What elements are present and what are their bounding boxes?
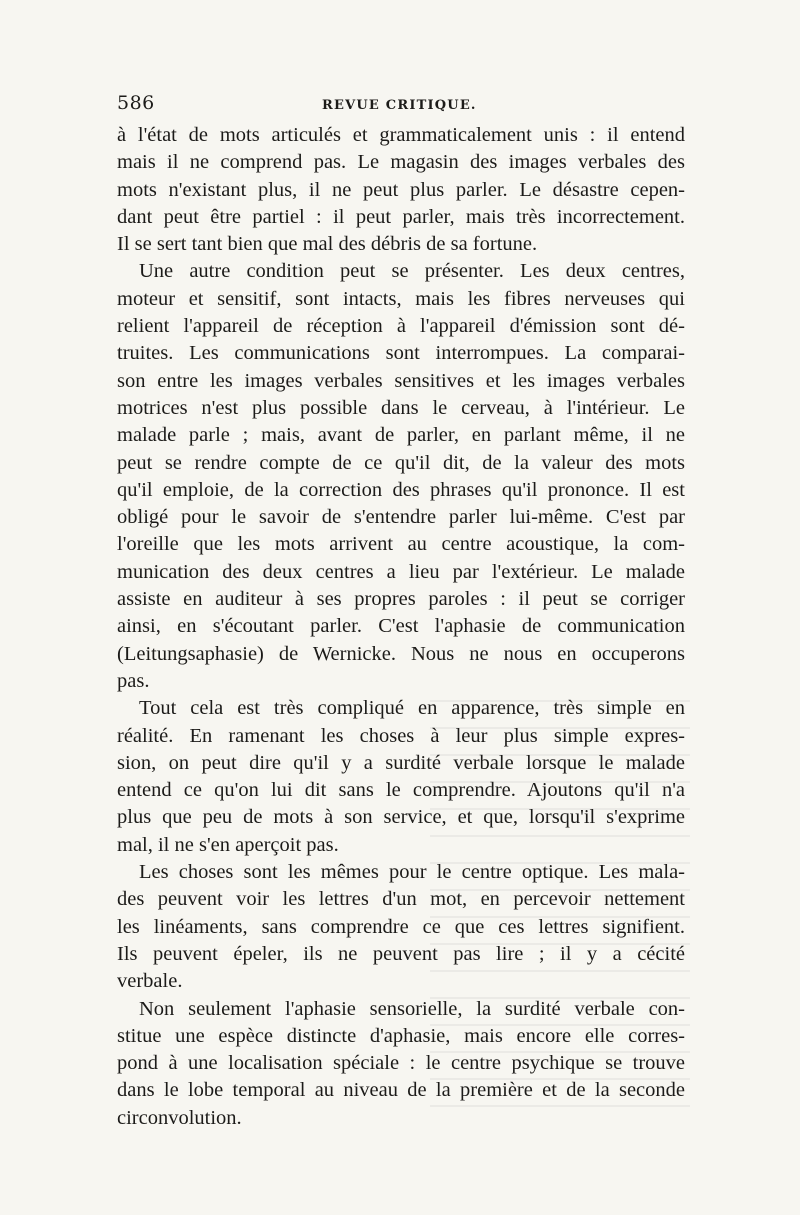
text-line: circonvolution. (117, 1106, 242, 1129)
text-line: pond à une localisation spéciale : le centre psychique se trouve (117, 1052, 685, 1075)
text-line: les linéaments, sans comprendre ce que ces lettres signifient. (117, 915, 685, 938)
text-line: plus que peu de mots à son service, et que, lorsqu'il s'exprime (117, 806, 685, 829)
text-line: des peuvent voir les lettres d'un mot, en percevoir nettement (117, 888, 685, 911)
text-line: mots n'existant plus, il ne peut plus parler. Le désastre cepen- (117, 178, 685, 201)
running-header (117, 92, 685, 122)
text-line: mal, il ne s'en aperçoit pas. (117, 833, 339, 856)
text-line: ainsi, en s'écoutant parler. C'est l'aphasie de communication (117, 615, 685, 638)
text-line: qu'il emploie, de la correction des phrases qu'il prononce. Il est (117, 478, 685, 501)
text-line: l'oreille que les mots arrivent au centre acoustique, la com- (117, 533, 685, 556)
text-line: moteur et sensitif, sont intacts, mais les fibres nerveuses qui (117, 287, 685, 310)
text-line: peut se rendre compte de ce qu'il dit, de la valeur des mots (117, 451, 685, 474)
text-line: Les choses sont les mêmes pour le centre optique. Les mala- (139, 861, 685, 884)
text-line: relient l'appareil de réception à l'appareil d'émission sont dé- (117, 315, 685, 338)
body-text (117, 122, 685, 1132)
text-line: Tout cela est très compliqué en apparence, très simple en (139, 697, 685, 720)
text-line: verbale. (117, 970, 183, 993)
text-line: munication des deux centres a lieu par l'extérieur. Le malade (117, 560, 685, 583)
text-line: pas. (117, 669, 150, 692)
text-line: dant peut être partiel : il peut parler, mais très incorrectement. (117, 205, 685, 228)
text-line: mais il ne comprend pas. Le magasin des images verbales des (117, 151, 685, 174)
text-line: (Leitungsaphasie) de Wernicke. Nous ne nous en occuperons (117, 642, 685, 665)
text-line: réalité. En ramenant les choses à leur plus simple expres- (117, 724, 685, 747)
text-line: dans le lobe temporal au niveau de la première et de la seconde (117, 1079, 685, 1102)
text-line: obligé pour le savoir de s'entendre parler lui-même. C'est par (117, 506, 685, 529)
text-line: Une autre condition peut se présenter. Les deux centres, (139, 260, 685, 283)
text-line: Non seulement l'aphasie sensorielle, la surdité verbale con- (139, 997, 685, 1020)
text-line: malade parle ; mais, avant de parler, en parlant même, il ne (117, 424, 685, 447)
text-line: truites. Les communications sont interrompues. La comparai- (117, 342, 685, 365)
text-line: à l'état de mots articulés et grammaticalement unis : il entend (117, 124, 685, 146)
page-number: 586 (117, 92, 155, 114)
text-line: motrices n'est plus possible dans le cerveau, à l'intérieur. Le (117, 396, 685, 419)
text-line: entend ce qu'on lui dit sans le comprendre. Ajoutons qu'il n'a (117, 779, 685, 802)
text-line: Il se sert tant bien que mal des débris de sa fortune. (117, 233, 538, 256)
running-title: REVUE CRITIQUE. (322, 98, 477, 113)
text-line: sion, on peut dire qu'il y a surdité verbale lorsque le malade (117, 751, 685, 774)
text-line: son entre les images verbales sensitives et les images verbales (117, 369, 685, 392)
text-line: assiste en auditeur à ses propres paroles : il peut se corriger (117, 588, 685, 611)
text-line: Ils peuvent épeler, ils ne peuvent pas lire ; il y a cécité (117, 942, 685, 965)
text-line: stitue une espèce distincte d'aphasie, mais encore elle corres- (117, 1024, 685, 1047)
